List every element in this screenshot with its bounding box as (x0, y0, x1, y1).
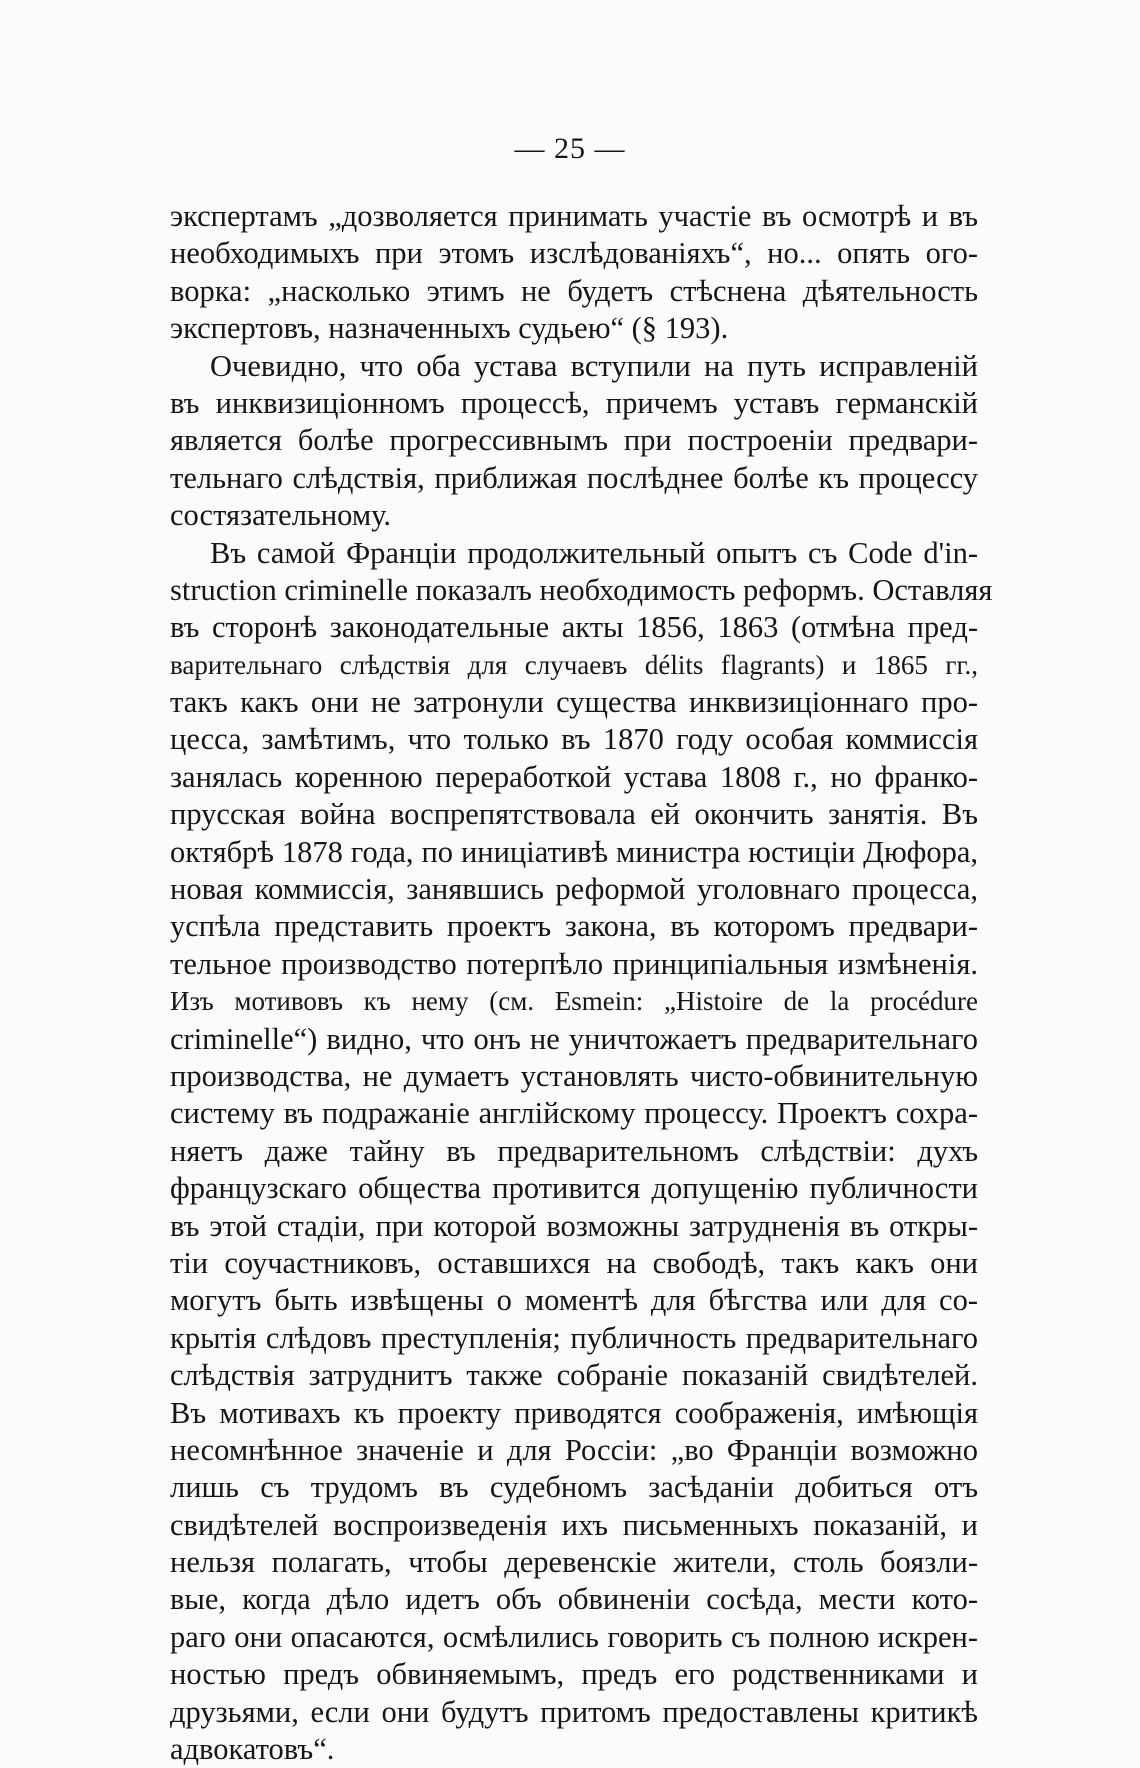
text-line: Очевидно, что оба устава вступили на путь исправленій (210, 348, 978, 383)
text-line: адвокатовъ“. (170, 1732, 335, 1767)
text-line: няетъ даже тайну въ предварительномъ слѣдствіи: духъ (170, 1133, 978, 1168)
text-line: нельзя полагать, чтобы деревенскіе жители, столь боязли- (170, 1545, 978, 1580)
text-line: ворка: „насколько этимъ не будетъ стѣснена дѣятельность (170, 273, 978, 308)
text-line: Изъ мотивовъ къ нему (см. Esmein: „Histoire de la procédure (170, 986, 978, 1017)
text-line: тіи соучастниковъ, оставшихся на свободѣ, такъ какъ они (170, 1245, 978, 1280)
body-text (170, 198, 993, 1768)
text-line: октябрѣ 1878 года, по иниціативѣ министра юстиціи Дюфора, (170, 834, 978, 869)
text-line: новая коммиссія, занявшись реформой уголовнаго процесса, (170, 872, 978, 907)
text-line: тельное производство потерпѣло принципіальныя измѣненія. (170, 946, 978, 981)
text-line: несомнѣнное значеніе и для Россіи: „во Франціи возможно (170, 1432, 978, 1467)
text-line: ностью предъ обвиняемымъ, предъ его родственниками и (170, 1657, 978, 1692)
text-line: является болѣе прогрессивнымъ при построеніи предвари- (170, 423, 978, 458)
text-line: производства, не думаетъ установлять чисто-обвинительную (170, 1058, 978, 1093)
text-line: состязательному. (170, 498, 391, 533)
text-line: такъ какъ они не затронули существа инквизиціоннаго про- (170, 685, 978, 720)
text-line: французскаго общества противится допущенію публичности (170, 1171, 978, 1206)
text-line: крытія слѣдовъ преступленія; публичность предварительнаго (170, 1320, 978, 1355)
page-number: — 25 — (514, 132, 626, 165)
text-line: экспертовъ, назначенныхъ судьею“ (§ 193). (170, 311, 729, 346)
text-line: экспертамъ „дозволяется принимать участіе въ осмотрѣ и въ (170, 199, 978, 233)
text-line: Въ самой Франціи продолжительный опытъ съ Code d'in- (210, 535, 978, 570)
text-line: въ инквизиціонномъ процессѣ, причемъ уставъ германскій (170, 385, 978, 420)
text-line: друзьями, если они будутъ притомъ предоставлены критикѣ (170, 1694, 978, 1729)
text-line: цесса, замѣтимъ, что только въ 1870 году особая коммиссія (170, 722, 978, 757)
text-line: struction criminelle показалъ необходимость реформъ. Оставляя (170, 572, 993, 607)
text-line: раго они опасаются, осмѣлились говорить съ полною искрен- (170, 1619, 978, 1654)
text-line: систему въ подражаніе англійскому процессу. Проектъ сохра- (170, 1096, 978, 1131)
text-line: могутъ быть извѣщены о моментѣ для бѣгства или для со- (170, 1283, 978, 1318)
text-line: слѣдствія затруднитъ также собраніе показаній свидѣтелей. (170, 1358, 978, 1393)
text-line: тельнаго слѣдствія, приближая послѣднее болѣе къ процессу (170, 460, 978, 495)
text-line: варительнаго слѣдствія для случаевъ délits flagrants) и 1865 гг., (170, 649, 978, 680)
text-line: лишь съ трудомъ въ судебномъ засѣданіи добиться отъ (170, 1470, 978, 1505)
text-line: необходимыхъ при этомъ изслѣдованіяхъ“, но... опять ого- (170, 236, 978, 271)
text-line: свидѣтелей воспроизведенія ихъ письменныхъ показаній, и (170, 1507, 978, 1542)
text-line: въ этой стадіи, при которой возможны затрудненія въ откры- (170, 1208, 978, 1243)
text-line: вые, когда дѣло идетъ объ обвиненіи сосѣда, мести кото- (170, 1582, 978, 1617)
text-line: criminelle“) видно, что онъ не уничтожаетъ предварительнаго (170, 1021, 978, 1056)
text-line: Въ мотивахъ къ проекту приводятся соображенія, имѣющія (170, 1395, 978, 1430)
text-line: въ сторонѣ законодательные акты 1856, 1863 (отмѣна пред- (170, 610, 978, 645)
text-line: прусская война воспрепятствовала ей окончить занятія. Въ (170, 797, 978, 832)
text-line: успѣла представить проектъ закона, въ которомъ предвари- (170, 909, 978, 944)
text-line: занялась коренною переработкой устава 1808 г., но франко- (170, 759, 978, 794)
